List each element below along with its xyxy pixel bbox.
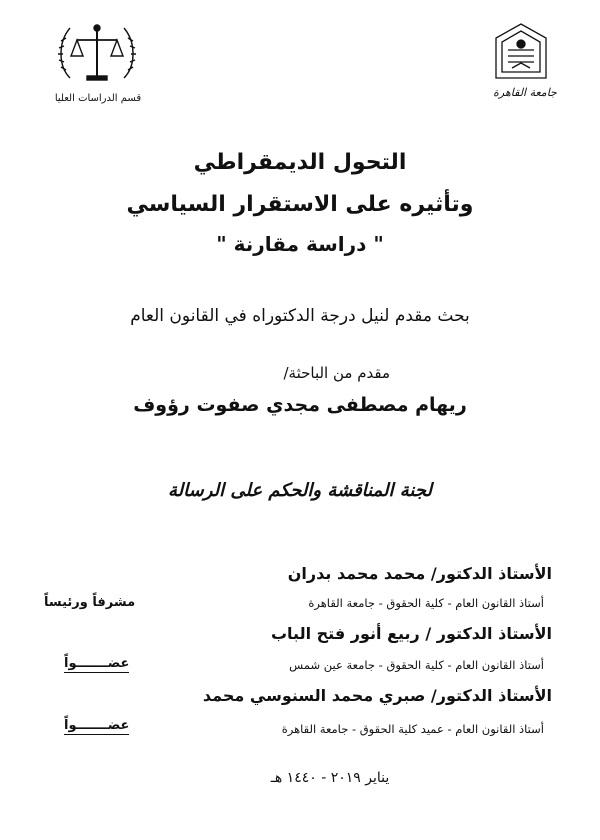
cairo-university-logo-icon <box>488 20 554 82</box>
thesis-title-line-2: وتأثيره على الاستقرار السياسي <box>126 192 474 217</box>
right-logo-caption: جامعة القاهرة <box>493 86 557 99</box>
committee-member-3-role: عضـــــــواً <box>64 718 130 733</box>
committee-member-3-affiliation: أستاذ القانون العام - عميد كلية الحقوق - جامعة القاهرة <box>281 722 544 736</box>
committee-member-1-affiliation: أستاذ القانون العام - كلية الحقوق - جامعة القاهرة <box>308 596 544 610</box>
researcher-name: ريهام مصطفى مجدي صفوت رؤوف <box>133 394 467 416</box>
thesis-subtitle: " دراسة مقارنة " <box>216 232 384 256</box>
committee-member-2-role: عضـــــــواً <box>64 656 130 671</box>
scales-of-justice-logo-icon <box>52 18 142 90</box>
committee-heading: لجنة المناقشة والحكم على الرسالة <box>168 480 432 501</box>
committee-member-1-name: الأستاذ الدكتور/ محمد محمد بدران <box>287 564 552 583</box>
left-logo-caption: قسم الدراسات العليا <box>54 93 142 104</box>
thesis-purpose: بحث مقدم لنيل درجة الدكتوراه في القانون العام <box>130 306 470 326</box>
submission-date: يناير ٢٠١٩ - ١٤٤٠ هـ <box>270 770 390 786</box>
thesis-title-line-1: التحول الديمقراطي <box>193 150 407 175</box>
committee-member-1-role: مشرفاً ورئيساً <box>44 595 136 610</box>
presented-by-label: مقدم من الباحثة/ <box>283 364 390 382</box>
committee-member-2-name: الأستاذ الدكتور / ربيع أنور فتح الباب <box>270 624 552 643</box>
committee-member-2-affiliation: أستاذ القانون العام - كلية الحقوق - جامعة عين شمس <box>289 658 544 672</box>
committee-member-3-name: الأستاذ الدكتور/ صبري محمد السنوسي محمد <box>202 686 552 705</box>
